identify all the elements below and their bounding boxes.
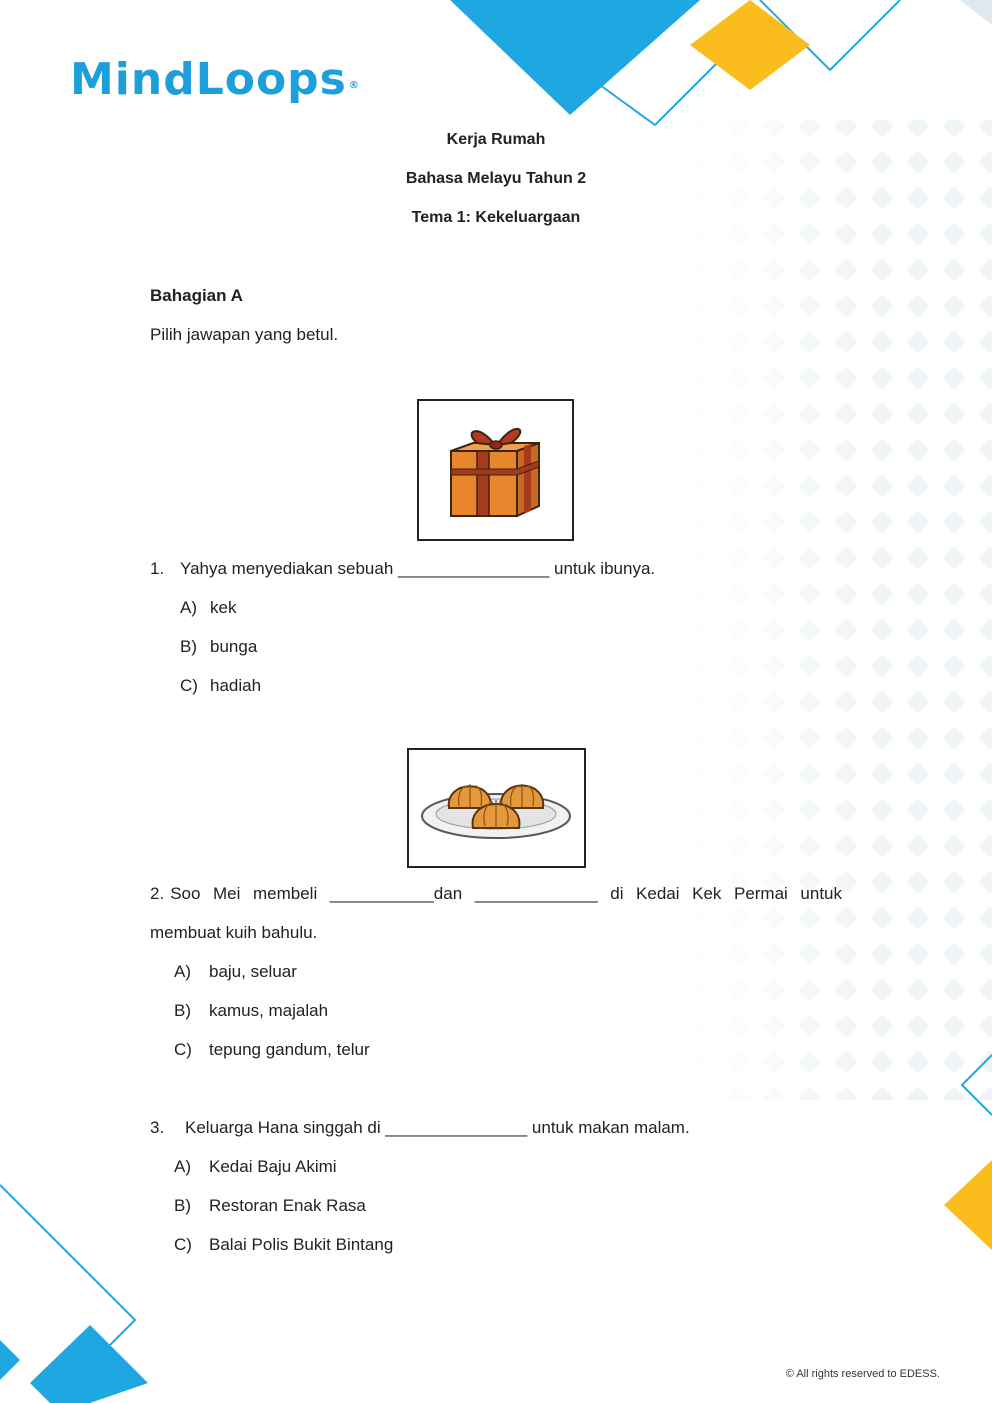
- question-2-number: 2.: [150, 884, 165, 903]
- question-3-number: 3.: [150, 1118, 165, 1137]
- registered-mark: ®: [348, 80, 360, 91]
- gift-box-image: [417, 399, 574, 541]
- option-text: kamus, majalah: [209, 1001, 329, 1020]
- option-letter: A): [174, 1157, 191, 1176]
- question-3-text: Keluarga Hana singgah di _______________ untuk makan malam.: [185, 1118, 690, 1137]
- logo-text: MindLoops: [70, 54, 347, 105]
- kuih-bahulu-image: [407, 748, 586, 868]
- blue-corner-shape: [30, 1325, 148, 1403]
- gift-box-icon: [419, 401, 572, 539]
- blue-triangle-shape: [450, 0, 700, 115]
- option-letter: C): [174, 1040, 192, 1059]
- option-text: bunga: [210, 637, 258, 656]
- question-2-option-b[interactable]: [174, 1001, 328, 1021]
- question-1-option-a[interactable]: [180, 598, 236, 618]
- question-1-number: 1.: [150, 559, 165, 578]
- mindloops-logo: [70, 55, 358, 105]
- question-3-option-c[interactable]: [174, 1235, 393, 1255]
- question-3-option-a[interactable]: [174, 1157, 337, 1177]
- question-2-line-2: membuat kuih bahulu.: [150, 923, 318, 942]
- question-2-option-a[interactable]: [174, 962, 297, 982]
- option-text: kek: [210, 598, 237, 617]
- option-letter: A): [174, 962, 191, 981]
- option-letter: A): [180, 598, 197, 617]
- section-instruction: Pilih jawapan yang betul.: [150, 325, 339, 344]
- yellow-corner-shape: [944, 1160, 992, 1250]
- option-letter: B): [180, 637, 197, 656]
- header-subject: Bahasa Melayu Tahun 2: [405, 170, 587, 187]
- question-2-text: Soo Mei membeli ___________dan _____________ di Kedai Kek Permai untuk: [170, 884, 842, 903]
- question-1-text: Yahya menyediakan sebuah ________________ untuk ibunya.: [180, 559, 656, 578]
- question-2-option-c[interactable]: [174, 1040, 370, 1060]
- yellow-diamond-shape: [690, 0, 810, 90]
- question-1-option-b[interactable]: [180, 637, 257, 657]
- option-letter: C): [180, 676, 198, 695]
- option-text: Balai Polis Bukit Bintang: [209, 1235, 394, 1254]
- header-title: Kerja Rumah: [446, 131, 546, 148]
- option-text: tepung gandum, telur: [209, 1040, 370, 1059]
- option-letter: C): [174, 1235, 192, 1254]
- question-2-line-1: [150, 884, 842, 904]
- header-theme: Tema 1: Kekeluargaan: [411, 209, 581, 226]
- section-title: Bahagian A: [150, 286, 243, 305]
- question-3-option-b[interactable]: [174, 1196, 366, 1216]
- kuih-bahulu-icon: [409, 750, 584, 866]
- option-text: baju, seluar: [209, 962, 297, 981]
- option-text: hadiah: [210, 676, 262, 695]
- option-letter: B): [174, 1196, 191, 1215]
- option-letter: B): [174, 1001, 191, 1020]
- question-1-option-c[interactable]: [180, 676, 261, 696]
- option-text: Kedai Baju Akimi: [209, 1157, 337, 1176]
- option-text: Restoran Enak Rasa: [209, 1196, 366, 1215]
- copyright-footer: © All rights reserved to EDESS.: [785, 1368, 940, 1380]
